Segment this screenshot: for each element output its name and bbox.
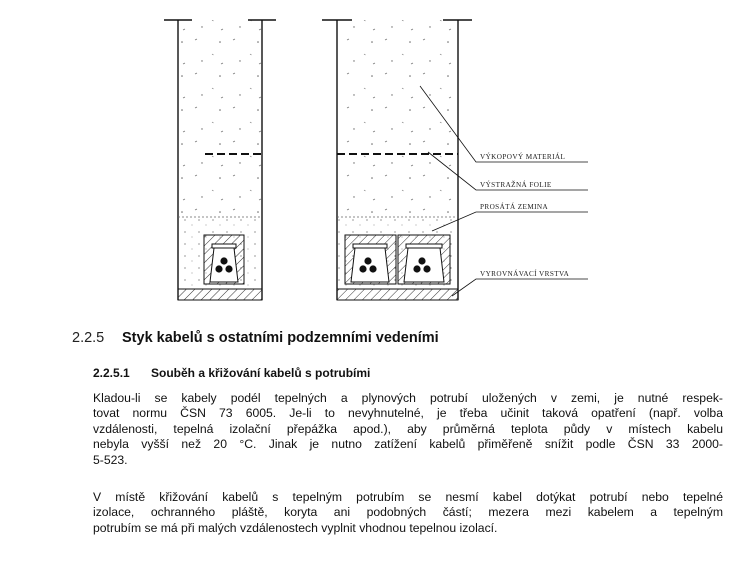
section-heading	[72, 330, 439, 346]
label-vykopovy-material: VÝKOPOVÝ MATERIÁL	[480, 153, 566, 161]
paragraph-line: izolace, ochranného pláště, koryta ani podobných částí; mezera mezi kabelem a tepelným	[93, 505, 723, 520]
paragraph-line: vzdálenosti, tepelná izolační přepážka apod.), aby průměrná teplota půdy v místech kabelu	[93, 421, 723, 436]
label-vyrovnavaci-vrstva: VYROVNÁVACÍ VRSTVA	[480, 270, 570, 278]
subsection-number: 2.2.5.1	[93, 366, 130, 380]
paragraph-line: nebyla vyšší než 20 °C. Jinak je nutno zatížení kabelů přiměřeně snížit podle ČSN 33 2000-	[93, 437, 723, 452]
left-trench	[164, 20, 276, 300]
label-vystrazna-folie: VÝSTRAŽNÁ FOLIE	[480, 181, 552, 189]
paragraph-line: potrubím se má při malých vzdálenostech vyplnit vhodnou tepelnou izolací.	[93, 520, 498, 535]
section-number: 2.2.5	[72, 330, 105, 346]
paragraph-2	[93, 490, 723, 536]
paragraph-1	[93, 391, 723, 468]
paragraph-line: Kladou-li se kabely podél tepelných a plynových potrubí uložených v zemi, je nutné respek-	[93, 391, 723, 405]
section-title: Styk kabelů s ostatními podzemními vedeními	[122, 330, 439, 346]
paragraph-line: 5-523.	[93, 452, 128, 467]
subsection-heading	[93, 366, 370, 380]
label-prosata-zemina: PROSÁTÁ ZEMINA	[480, 203, 549, 211]
right-trench	[322, 20, 472, 300]
paragraph-line: tovat normu ČSN 73 6005. Je-li to nevyhnutelné, je třeba učinit taková opatření (např. volba	[93, 406, 723, 421]
paragraph-line: V místě křižování kabelů s tepelným potrubím se nesmí kabel dotýkat potrubí nebo tepelné	[93, 490, 723, 504]
subsection-title: Souběh a křižování kabelů s potrubími	[151, 366, 371, 380]
